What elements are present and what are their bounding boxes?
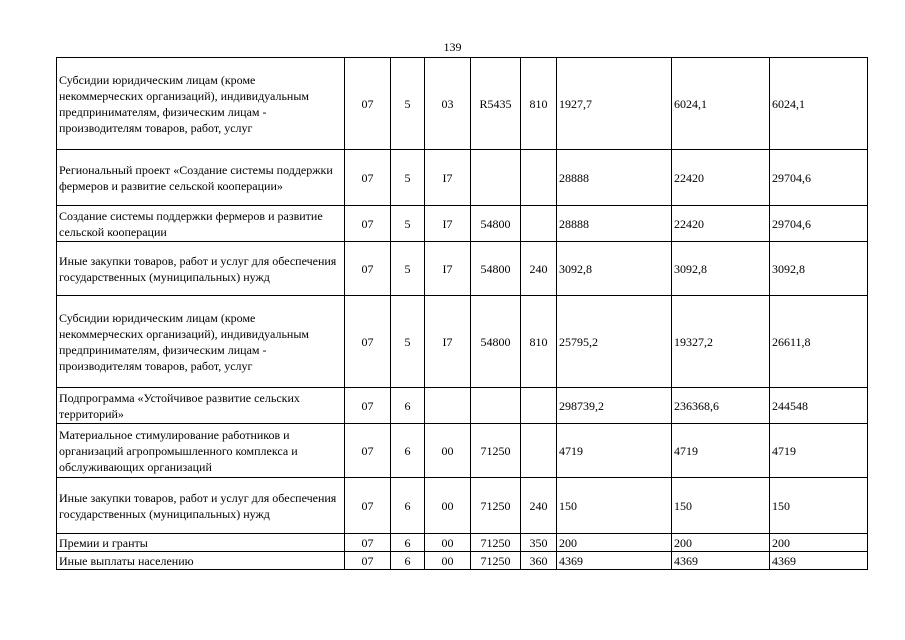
vid-cell: 240	[521, 478, 557, 534]
value-1-cell: 3092,8	[557, 242, 672, 296]
value-2-cell: 6024,1	[672, 58, 770, 150]
code-cell: I7	[425, 296, 471, 388]
vid-cell: 810	[521, 296, 557, 388]
row-name: Иные закупки товаров, работ и услуг для обеспечения государственных (муниципальных) нужд	[57, 242, 345, 296]
razdel-cell: 07	[345, 534, 391, 552]
table-row	[57, 242, 868, 296]
target-cell	[471, 150, 521, 206]
target-cell: 71250	[471, 552, 521, 570]
value-2-cell: 22420	[672, 150, 770, 206]
value-3-cell: 4369	[770, 552, 868, 570]
code-cell: 00	[425, 478, 471, 534]
podrazdel-cell: 5	[391, 296, 425, 388]
vid-cell	[521, 206, 557, 242]
code-cell: I7	[425, 150, 471, 206]
value-2-cell: 236368,6	[672, 388, 770, 424]
budget-table	[56, 57, 868, 570]
razdel-cell: 07	[345, 58, 391, 150]
value-1-cell: 28888	[557, 150, 672, 206]
podrazdel-cell: 6	[391, 478, 425, 534]
vid-cell: 240	[521, 242, 557, 296]
value-2-cell: 3092,8	[672, 242, 770, 296]
value-3-cell: 200	[770, 534, 868, 552]
value-2-cell: 4719	[672, 424, 770, 478]
table-row	[57, 296, 868, 388]
value-3-cell: 29704,6	[770, 150, 868, 206]
row-name: Материальное стимулирование работников и организаций агропромышленного комплекса и обслуживающих организаций	[57, 424, 345, 478]
code-cell: 03	[425, 58, 471, 150]
podrazdel-cell: 5	[391, 242, 425, 296]
target-cell: 71250	[471, 424, 521, 478]
razdel-cell: 07	[345, 150, 391, 206]
target-cell: R5435	[471, 58, 521, 150]
table-row	[57, 150, 868, 206]
value-1-cell: 4369	[557, 552, 672, 570]
value-2-cell: 150	[672, 478, 770, 534]
razdel-cell: 07	[345, 242, 391, 296]
value-1-cell: 150	[557, 478, 672, 534]
target-cell: 71250	[471, 534, 521, 552]
podrazdel-cell: 6	[391, 388, 425, 424]
value-3-cell: 4719	[770, 424, 868, 478]
razdel-cell: 07	[345, 552, 391, 570]
vid-cell: 360	[521, 552, 557, 570]
row-name: Иные закупки товаров, работ и услуг для обеспечения государственных (муниципальных) нужд	[57, 478, 345, 534]
vid-cell	[521, 150, 557, 206]
target-cell: 71250	[471, 478, 521, 534]
page-number: 139	[443, 40, 462, 54]
table-row	[57, 424, 868, 478]
code-cell: 00	[425, 534, 471, 552]
table-row	[57, 552, 868, 570]
podrazdel-cell: 5	[391, 150, 425, 206]
value-3-cell: 6024,1	[770, 58, 868, 150]
value-1-cell: 200	[557, 534, 672, 552]
value-1-cell: 4719	[557, 424, 672, 478]
target-cell	[471, 388, 521, 424]
value-2-cell: 22420	[672, 206, 770, 242]
razdel-cell: 07	[345, 478, 391, 534]
value-2-cell: 200	[672, 534, 770, 552]
podrazdel-cell: 6	[391, 552, 425, 570]
row-name: Иные выплаты населению	[57, 552, 345, 570]
value-1-cell: 1927,7	[557, 58, 672, 150]
vid-cell: 350	[521, 534, 557, 552]
value-1-cell: 28888	[557, 206, 672, 242]
podrazdel-cell: 5	[391, 206, 425, 242]
vid-cell	[521, 388, 557, 424]
value-3-cell: 26611,8	[770, 296, 868, 388]
razdel-cell: 07	[345, 206, 391, 242]
row-name: Субсидии юридическим лицам (кроме некоммерческих организаций), индивидуальным предпринимателям, физическим лицам - производителям товаров, работ, услуг	[57, 58, 345, 150]
code-cell: 00	[425, 552, 471, 570]
value-1-cell: 298739,2	[557, 388, 672, 424]
value-3-cell: 3092,8	[770, 242, 868, 296]
table-row	[57, 206, 868, 242]
target-cell: 54800	[471, 296, 521, 388]
razdel-cell: 07	[345, 424, 391, 478]
table-row	[57, 388, 868, 424]
target-cell: 54800	[471, 242, 521, 296]
row-name: Премии и гранты	[57, 534, 345, 552]
code-cell: I7	[425, 206, 471, 242]
row-name: Субсидии юридическим лицам (кроме некоммерческих организаций), индивидуальным предпринимателям, физическим лицам - производителям товаров, работ, услуг	[57, 296, 345, 388]
table-row	[57, 478, 868, 534]
podrazdel-cell: 6	[391, 424, 425, 478]
code-cell: 00	[425, 424, 471, 478]
podrazdel-cell: 5	[391, 58, 425, 150]
code-cell	[425, 388, 471, 424]
razdel-cell: 07	[345, 388, 391, 424]
code-cell: I7	[425, 242, 471, 296]
row-name: Региональный проект «Создание системы поддержки фермеров и развитие сельской кооперации»	[57, 150, 345, 206]
vid-cell: 810	[521, 58, 557, 150]
table-row	[57, 534, 868, 552]
row-name: Подпрограмма «Устойчивое развитие сельских территорий»	[57, 388, 345, 424]
razdel-cell: 07	[345, 296, 391, 388]
value-2-cell: 4369	[672, 552, 770, 570]
value-2-cell: 19327,2	[672, 296, 770, 388]
target-cell: 54800	[471, 206, 521, 242]
podrazdel-cell: 6	[391, 534, 425, 552]
row-name: Создание системы поддержки фермеров и развитие сельской кооперации	[57, 206, 345, 242]
value-1-cell: 25795,2	[557, 296, 672, 388]
value-3-cell: 29704,6	[770, 206, 868, 242]
table-row	[57, 58, 868, 150]
vid-cell	[521, 424, 557, 478]
value-3-cell: 150	[770, 478, 868, 534]
value-3-cell: 244548	[770, 388, 868, 424]
